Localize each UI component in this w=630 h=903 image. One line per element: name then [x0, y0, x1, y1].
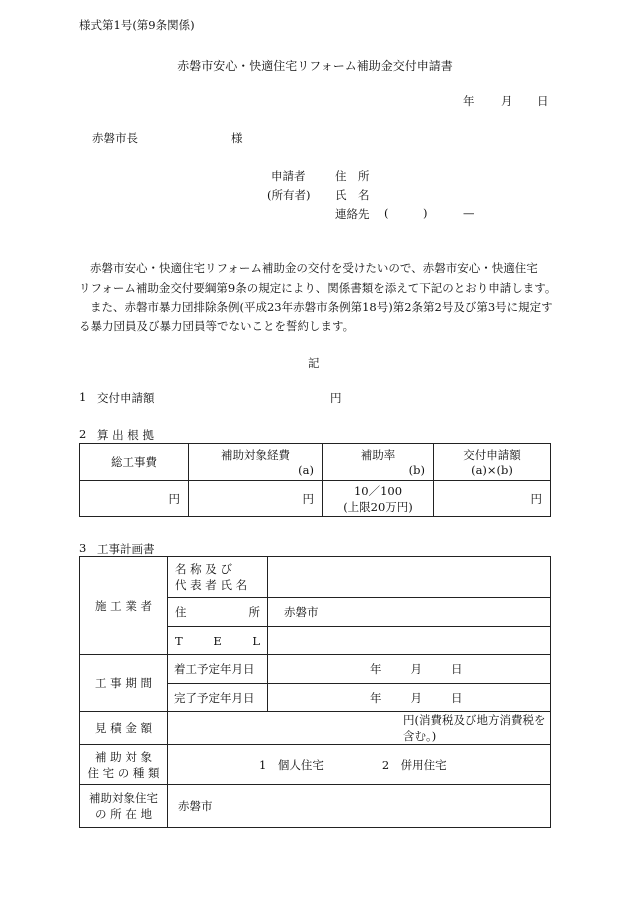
date-day: 日	[537, 94, 549, 108]
body-para2-line1: また、赤磐市暴力団排除条例(平成23年赤磐市条例第18号)第2条第2号及び第3号に規定す	[90, 300, 553, 314]
contact-dash: —	[463, 206, 475, 220]
housing-type-option-individual[interactable]: 1 個人住宅	[259, 757, 324, 772]
housing-type-label-line1: 補 助 対 象	[95, 749, 152, 764]
body-para1-line1: 赤磐市安心・快適住宅リフォーム補助金の交付を受けたいので、赤磐市安心・快適住宅	[90, 261, 538, 275]
header-total: 総工事費	[80, 444, 189, 481]
header-eligible	[189, 444, 323, 481]
section1-unit: 円	[330, 391, 342, 405]
applicant-role-sub: (所有者)	[267, 188, 311, 202]
location-label-line2: の 所 在 地	[95, 807, 152, 821]
applicant-role: 申請者	[271, 169, 306, 183]
section1-label: 交付申請額	[97, 391, 155, 405]
header-rate-mark: (b)	[408, 463, 425, 477]
contact-paren-close: )	[423, 206, 428, 220]
request-amount-cell[interactable]: 円	[434, 481, 551, 517]
applicant-contact-label: 連絡先	[335, 207, 370, 221]
end-date-label: 完了予定年月日	[168, 684, 268, 712]
section2-number: 2	[79, 427, 87, 441]
applicant-address-label: 住 所	[335, 169, 370, 183]
period-label: 工 事 期 間	[80, 655, 168, 712]
header-request	[434, 444, 551, 481]
ki-heading: 記	[308, 356, 320, 370]
location-label-line1: 補助対象住宅	[89, 791, 158, 805]
end-day: 日	[451, 690, 463, 705]
end-date-value[interactable]	[268, 684, 551, 712]
housing-type-label-line2: 住 宅 の 種 類	[87, 765, 160, 780]
total-cost-cell[interactable]: 円	[80, 481, 189, 517]
header-rate	[323, 444, 434, 481]
tel-l: L	[252, 633, 260, 648]
eligible-cost-cell[interactable]: 円	[189, 481, 323, 517]
rate-limit: (上限20万円)	[343, 499, 413, 514]
address-label-left: 住	[175, 605, 187, 619]
address-label-right: 所	[248, 605, 260, 619]
body-para2-line2: る暴力団員及び暴力団員等でないことを誓約します。	[79, 319, 355, 333]
tel-t: T	[175, 633, 183, 648]
date-year: 年	[463, 94, 475, 108]
calculation-table	[79, 443, 551, 517]
section1-number: 1	[79, 390, 87, 404]
end-year: 年	[370, 690, 382, 705]
location-label	[80, 785, 168, 828]
name-rep-value[interactable]	[268, 557, 551, 598]
addressee-name: 赤磐市長	[92, 131, 138, 145]
contractor-label: 施 工 業 者	[80, 557, 168, 655]
section3-label: 工事計画書	[97, 542, 155, 556]
housing-type-label	[80, 745, 168, 785]
end-month: 月	[410, 690, 422, 705]
name-rep-line2: 代 表 者 氏 名	[175, 578, 248, 592]
section3-number: 3	[79, 541, 87, 555]
header-eligible-label: 補助対象経費	[221, 448, 290, 462]
header-rate-label: 補助率	[360, 448, 396, 462]
address-label	[168, 598, 268, 627]
location-value[interactable]: 赤磐市	[168, 785, 551, 828]
document-title: 赤磐市安心・快適住宅リフォーム補助金交付申請書	[177, 59, 453, 73]
start-day: 日	[451, 662, 463, 676]
body-para1-line2: リフォーム補助金交付要綱第9条の規定により、関係書類を添えて下記のとおり申請します。	[79, 281, 557, 295]
start-month: 月	[410, 662, 422, 676]
name-rep-line1: 名 称 及 び	[175, 562, 232, 576]
address-value[interactable]: 赤磐市	[268, 598, 551, 627]
header-request-formula: (a)×(b)	[471, 463, 513, 477]
housing-type-option-combined[interactable]: 2 併用住宅	[381, 757, 447, 772]
applicant-name-label: 氏 名	[335, 188, 370, 202]
estimate-value[interactable]: 円(消費税及び地方消費税を含む。)	[168, 712, 551, 745]
header-eligible-mark: (a)	[298, 463, 314, 477]
addressee-honorific: 様	[231, 131, 243, 145]
tel-value[interactable]	[268, 627, 551, 655]
contact-paren-open: (	[384, 206, 389, 220]
start-year: 年	[370, 662, 382, 676]
construction-plan-table	[79, 556, 551, 828]
header-request-label: 交付申請額	[463, 448, 521, 462]
tel-e: E	[213, 633, 222, 648]
start-date-value[interactable]	[268, 655, 551, 684]
date-month: 月	[501, 94, 513, 108]
estimate-label: 見 積 金 額	[80, 712, 168, 745]
form-number: 様式第1号(第9条関係)	[79, 18, 195, 32]
rate-cell	[323, 481, 434, 517]
rate-value: 10／100	[353, 483, 403, 498]
start-date-label: 着工予定年月日	[168, 655, 268, 684]
tel-label	[168, 627, 268, 655]
name-rep-label	[168, 557, 268, 598]
section2-label: 算 出 根 拠	[97, 428, 154, 442]
housing-type-options	[168, 745, 551, 785]
